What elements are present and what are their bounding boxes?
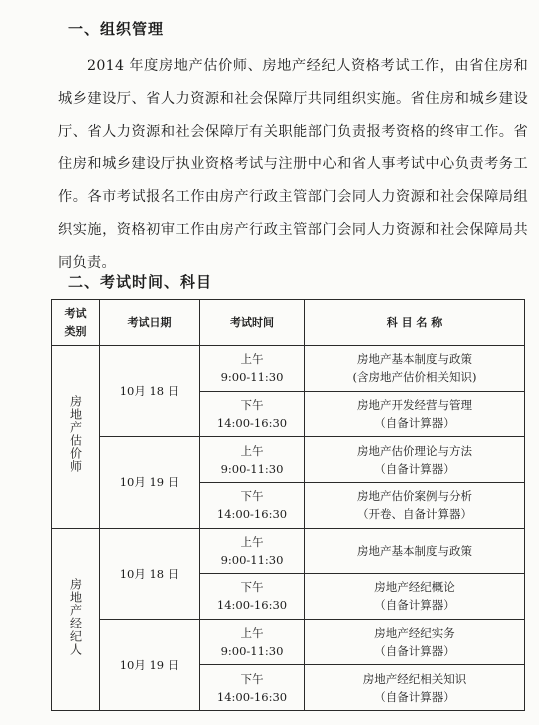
category-label: 房地产经纪人 [68, 577, 83, 656]
time-cell [200, 574, 305, 620]
time-cell [200, 619, 305, 665]
subject-name: 房地产估价理论与方法 [357, 443, 472, 458]
time-period: 下午 [240, 489, 264, 504]
section-heading-exam-schedule: 二、考试时间、科目 [68, 273, 213, 291]
header-category [52, 300, 100, 346]
date-cell: 10月 18 日 [100, 528, 200, 619]
exam-schedule-table [51, 299, 525, 711]
header-category-line2: 类别 [64, 324, 87, 338]
table-row [52, 346, 525, 392]
table-row [52, 528, 525, 574]
subject-cell [305, 665, 525, 711]
subject-note: （自备计算器） [374, 415, 455, 430]
time-period: 下午 [240, 397, 264, 412]
subject-name: 房地产估价案例与分析 [357, 489, 472, 504]
table-row [52, 619, 525, 665]
time-hours: 9:00-11:30 [220, 552, 284, 567]
time-hours: 14:00-16:30 [216, 415, 288, 430]
header-category-line1: 考试 [64, 306, 87, 320]
subject-note: （自备计算器） [374, 461, 455, 476]
time-period: 上午 [240, 534, 264, 549]
organization-paragraph: 2014 年度房地产估价师、房地产经纪人资格考试工作，由省住房和城乡建设厅、省人力资源和社会保障厅共同组织实施。省住房和城乡建设厅、省人力资源和社会保障厅有关职能部门负责报考资格的终审工作。省住房和城乡建设厅执业资格考试与注册中心和省人事考试中心负责考务工作。各市考试报名工作由房产行政主管部门会同人力资源和社会保障局组织实施，资格初审工作由房产行政主管部门会同人力资源和社会保障局共同负责。 [58, 58, 528, 271]
header-subject: 科 目 名 称 [305, 300, 525, 346]
subject-name: 房地产基本制度与政策 [357, 352, 472, 367]
subject-note: （自备计算器） [374, 689, 455, 704]
header-time: 考试时间 [200, 300, 305, 346]
time-hours: 14:00-16:30 [216, 507, 288, 522]
time-cell [200, 528, 305, 574]
time-cell [200, 665, 305, 711]
subject-cell [305, 391, 525, 437]
time-period: 下午 [240, 580, 264, 595]
time-hours: 9:00-11:30 [220, 644, 284, 659]
table-header-row [52, 300, 525, 346]
time-hours: 9:00-11:30 [220, 461, 284, 476]
category-cell-appraiser [52, 346, 100, 529]
subject-name: 房地产经纪相关知识 [362, 671, 467, 686]
subject-note: （自备计算器） [374, 598, 455, 613]
subject-note: (含房地产估价相关知识) [352, 370, 477, 385]
time-cell [200, 437, 305, 483]
time-period: 下午 [240, 671, 264, 686]
subject-note: （开卷、自备计算器） [357, 507, 472, 522]
time-cell [200, 482, 305, 528]
date-cell: 10月 19 日 [100, 437, 200, 528]
category-label: 房地产估价师 [68, 395, 83, 474]
time-cell [200, 391, 305, 437]
table-row [52, 437, 525, 483]
subject-note: （自备计算器） [374, 644, 455, 659]
subject-name: 房地产经纪概论 [374, 580, 455, 595]
subject-name: 房地产基本制度与政策 [357, 543, 472, 558]
time-period: 上午 [240, 352, 264, 367]
time-hours: 14:00-16:30 [216, 598, 288, 613]
subject-cell [305, 528, 525, 574]
time-period: 上午 [240, 443, 264, 458]
time-period: 上午 [240, 626, 264, 641]
subject-cell [305, 574, 525, 620]
time-hours: 9:00-11:30 [220, 370, 284, 385]
subject-cell [305, 619, 525, 665]
subject-name: 房地产开发经营与管理 [357, 397, 472, 412]
subject-cell [305, 346, 525, 392]
subject-cell [305, 482, 525, 528]
time-hours: 14:00-16:30 [216, 689, 288, 704]
time-cell [200, 346, 305, 392]
section-heading-organization: 一、组织管理 [68, 20, 165, 38]
subject-name: 房地产经纪实务 [374, 626, 455, 641]
category-cell-agent [52, 528, 100, 711]
subject-cell [305, 437, 525, 483]
date-cell: 10月 19 日 [100, 619, 200, 710]
date-cell: 10月 18 日 [100, 346, 200, 437]
header-date: 考试日期 [100, 300, 200, 346]
